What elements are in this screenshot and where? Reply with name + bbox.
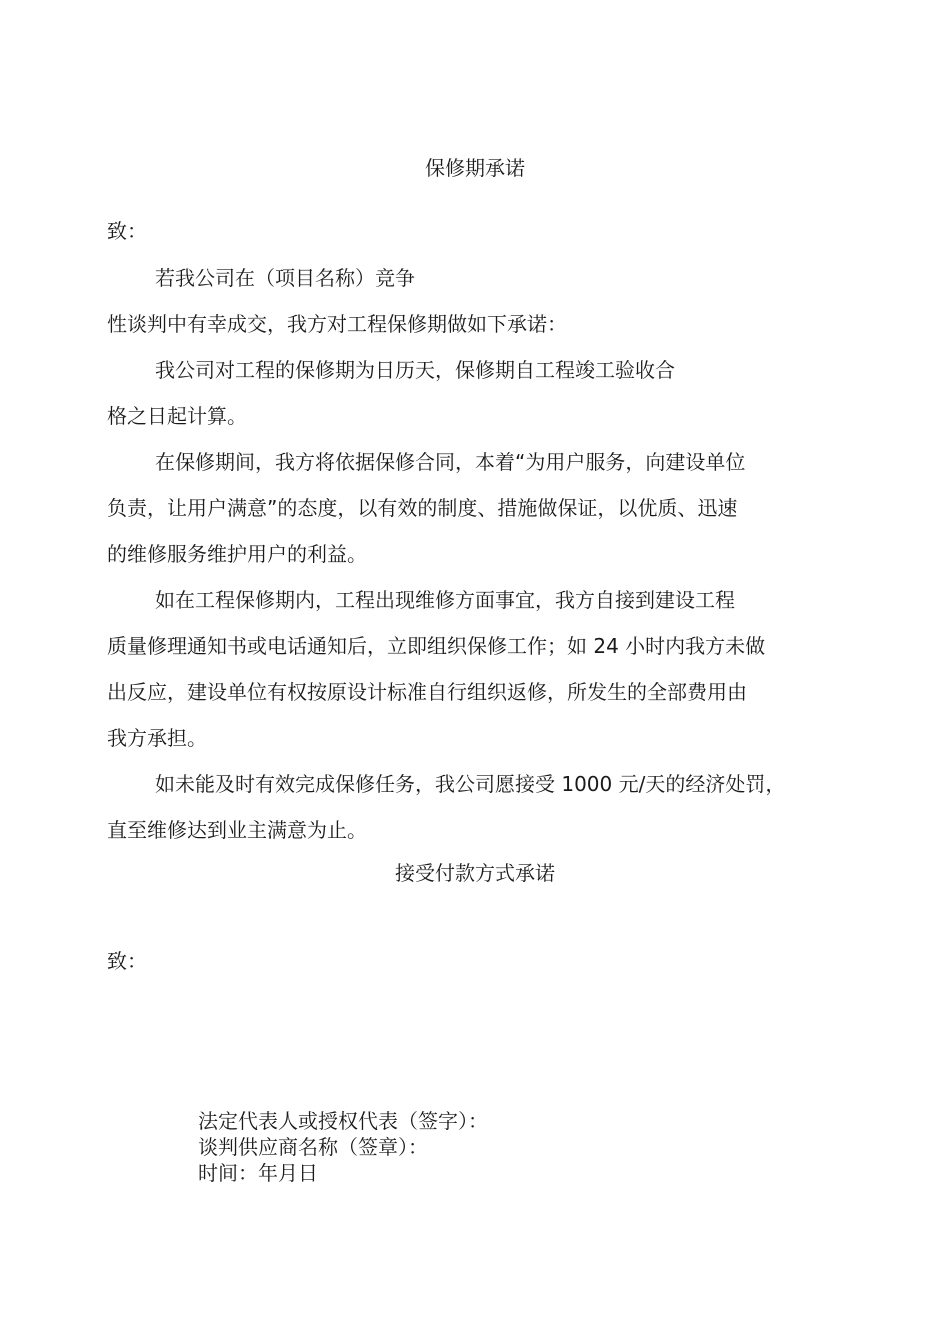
paragraph-line: 我公司对工程的保修期为日历天，保修期自工程竣工验收合 (155, 358, 675, 382)
paragraph-line: 性谈判中有幸成交，我方对工程保修期做如下承诺： (107, 312, 567, 336)
paragraph-line: 的维修服务维护用户的利益。 (107, 542, 367, 566)
document-title-warranty: 保修期承诺 (425, 156, 525, 180)
paragraph-line: 直至维修达到业主满意为止。 (107, 818, 367, 842)
addressee-payment: 致： (107, 949, 147, 973)
signature-company: 谈判供应商名称（签章）： (198, 1135, 428, 1159)
signature-date: 时间：年月日 (198, 1161, 318, 1185)
paragraph-line: 如在工程保修期内，工程出现维修方面事宜，我方自接到建设工程 (155, 588, 735, 612)
addressee-warranty: 致： (107, 219, 147, 243)
document-title-payment: 接受付款方式承诺 (395, 861, 555, 885)
paragraph-line: 我方承担。 (107, 726, 207, 750)
signature-representative: 法定代表人或授权代表（签字）： (198, 1109, 488, 1133)
paragraph-line: 在保修期间，我方将依据保修合同，本着“为用户服务，向建设单位 (155, 450, 746, 474)
paragraph-line: 出反应，建设单位有权按原设计标准自行组织返修，所发生的全部费用由 (107, 680, 747, 704)
paragraph-line: 若我公司在（项目名称）竞争 (155, 266, 415, 290)
paragraph-line: 格之日起计算。 (107, 404, 247, 428)
paragraph-line: 负责，让用户满意”的态度，以有效的制度、措施做保证，以优质、迅速 (107, 496, 738, 520)
paragraph-line: 质量修理通知书或电话通知后，立即组织保修工作；如 24 小时内我方未做 (107, 634, 766, 658)
paragraph-line: 如未能及时有效完成保修任务，我公司愿接受 1000 元/天的经济处罚， (155, 772, 786, 796)
